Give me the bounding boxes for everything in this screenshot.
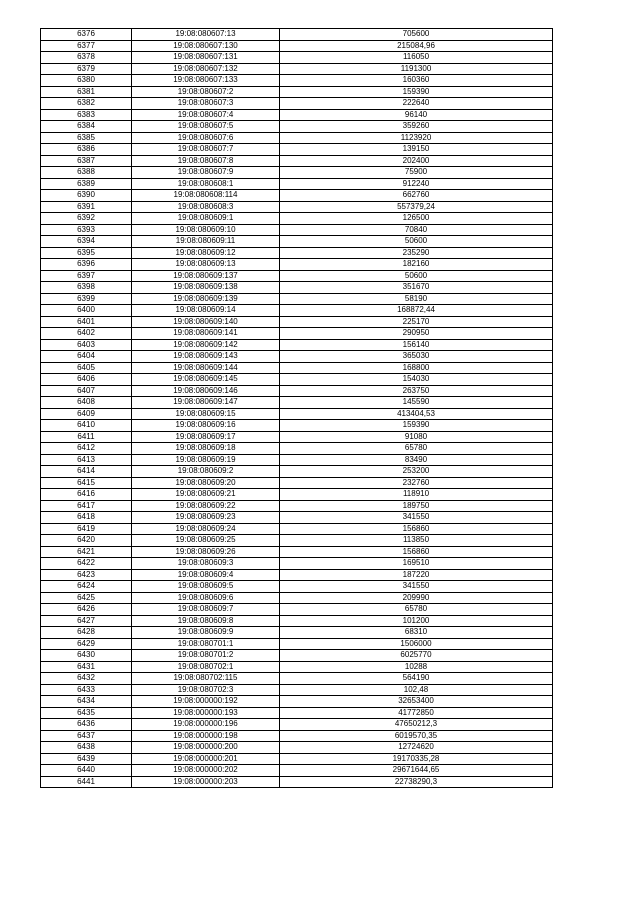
value-cell: 263750 xyxy=(280,385,553,397)
value-cell: 1506000 xyxy=(280,638,553,650)
row-number-cell: 6431 xyxy=(41,661,132,673)
row-number-cell: 6376 xyxy=(41,29,132,41)
cadastral-number-cell: 19:08:080609:8 xyxy=(132,615,280,627)
cadastral-number-cell: 19:08:080607:13 xyxy=(132,29,280,41)
value-cell: 118910 xyxy=(280,489,553,501)
value-cell: 6025770 xyxy=(280,650,553,662)
cadastral-number-cell: 19:08:080607:6 xyxy=(132,132,280,144)
value-cell: 96140 xyxy=(280,109,553,121)
table-row xyxy=(41,730,553,742)
row-number-cell: 6386 xyxy=(41,144,132,156)
cadastral-number-cell: 19:08:080607:7 xyxy=(132,144,280,156)
row-number-cell: 6389 xyxy=(41,178,132,190)
cadastral-number-cell: 19:08:080702:1 xyxy=(132,661,280,673)
table-row xyxy=(41,167,553,179)
table-row xyxy=(41,132,553,144)
row-number-cell: 6440 xyxy=(41,765,132,777)
value-cell: 290950 xyxy=(280,328,553,340)
cadastral-number-cell: 19:08:080609:137 xyxy=(132,270,280,282)
value-cell: 58190 xyxy=(280,293,553,305)
table-row xyxy=(41,742,553,754)
table-body xyxy=(41,29,553,788)
row-number-cell: 6394 xyxy=(41,236,132,248)
cadastral-number-cell: 19:08:080608:3 xyxy=(132,201,280,213)
cadastral-number-cell: 19:08:000000:201 xyxy=(132,753,280,765)
value-cell: 187220 xyxy=(280,569,553,581)
row-number-cell: 6390 xyxy=(41,190,132,202)
row-number-cell: 6417 xyxy=(41,500,132,512)
value-cell: 912240 xyxy=(280,178,553,190)
row-number-cell: 6399 xyxy=(41,293,132,305)
row-number-cell: 6380 xyxy=(41,75,132,87)
table-row xyxy=(41,765,553,777)
table-row xyxy=(41,75,553,87)
cadastral-number-cell: 19:08:080609:24 xyxy=(132,523,280,535)
value-cell: 102,48 xyxy=(280,684,553,696)
value-cell: 116050 xyxy=(280,52,553,64)
value-cell: 156140 xyxy=(280,339,553,351)
cadastral-number-cell: 19:08:080609:2 xyxy=(132,466,280,478)
row-number-cell: 6437 xyxy=(41,730,132,742)
cadastral-number-cell: 19:08:080609:12 xyxy=(132,247,280,259)
cadastral-number-cell: 19:08:080607:5 xyxy=(132,121,280,133)
value-cell: 159390 xyxy=(280,420,553,432)
table-row xyxy=(41,638,553,650)
cadastral-number-cell: 19:08:080609:6 xyxy=(132,592,280,604)
table-row xyxy=(41,40,553,52)
table-row xyxy=(41,305,553,317)
value-cell: 557379,24 xyxy=(280,201,553,213)
value-cell: 202400 xyxy=(280,155,553,167)
value-cell: 662760 xyxy=(280,190,553,202)
value-cell: 6019570,35 xyxy=(280,730,553,742)
value-cell: 22738290,3 xyxy=(280,776,553,788)
value-cell: 341550 xyxy=(280,512,553,524)
cadastral-number-cell: 19:08:080609:21 xyxy=(132,489,280,501)
cadastral-number-cell: 19:08:080609:144 xyxy=(132,362,280,374)
value-cell: 68310 xyxy=(280,627,553,639)
cadastral-number-cell: 19:08:080609:26 xyxy=(132,546,280,558)
table-row xyxy=(41,615,553,627)
table-row xyxy=(41,535,553,547)
row-number-cell: 6425 xyxy=(41,592,132,604)
row-number-cell: 6395 xyxy=(41,247,132,259)
cadastral-number-cell: 19:08:080608:114 xyxy=(132,190,280,202)
cadastral-number-cell: 19:08:000000:202 xyxy=(132,765,280,777)
cadastral-value-table xyxy=(40,28,553,788)
value-cell: 19170335,28 xyxy=(280,753,553,765)
cadastral-number-cell: 19:08:080609:14 xyxy=(132,305,280,317)
table-row xyxy=(41,707,553,719)
value-cell: 12724620 xyxy=(280,742,553,754)
cadastral-number-cell: 19:08:080701:1 xyxy=(132,638,280,650)
row-number-cell: 6382 xyxy=(41,98,132,110)
table-row xyxy=(41,121,553,133)
table-row xyxy=(41,627,553,639)
cadastral-number-cell: 19:08:080609:3 xyxy=(132,558,280,570)
cadastral-number-cell: 19:08:080607:8 xyxy=(132,155,280,167)
row-number-cell: 6424 xyxy=(41,581,132,593)
value-cell: 209990 xyxy=(280,592,553,604)
value-cell: 41772850 xyxy=(280,707,553,719)
row-number-cell: 6384 xyxy=(41,121,132,133)
table-row xyxy=(41,489,553,501)
row-number-cell: 6387 xyxy=(41,155,132,167)
table-row xyxy=(41,420,553,432)
row-number-cell: 6391 xyxy=(41,201,132,213)
cadastral-number-cell: 19:08:080607:132 xyxy=(132,63,280,75)
value-cell: 113850 xyxy=(280,535,553,547)
value-cell: 365030 xyxy=(280,351,553,363)
row-number-cell: 6410 xyxy=(41,420,132,432)
row-number-cell: 6383 xyxy=(41,109,132,121)
row-number-cell: 6423 xyxy=(41,569,132,581)
cadastral-number-cell: 19:08:080609:138 xyxy=(132,282,280,294)
cadastral-number-cell: 19:08:080609:19 xyxy=(132,454,280,466)
value-cell: 32653400 xyxy=(280,696,553,708)
value-cell: 50600 xyxy=(280,270,553,282)
row-number-cell: 6441 xyxy=(41,776,132,788)
table-row xyxy=(41,224,553,236)
table-row xyxy=(41,351,553,363)
row-number-cell: 6379 xyxy=(41,63,132,75)
row-number-cell: 6377 xyxy=(41,40,132,52)
row-number-cell: 6405 xyxy=(41,362,132,374)
table-row xyxy=(41,374,553,386)
cadastral-number-cell: 19:08:080609:146 xyxy=(132,385,280,397)
row-number-cell: 6436 xyxy=(41,719,132,731)
table-row xyxy=(41,592,553,604)
cadastral-number-cell: 19:08:080609:5 xyxy=(132,581,280,593)
row-number-cell: 6378 xyxy=(41,52,132,64)
value-cell: 351670 xyxy=(280,282,553,294)
table-row xyxy=(41,339,553,351)
table-row xyxy=(41,569,553,581)
value-cell: 253200 xyxy=(280,466,553,478)
row-number-cell: 6428 xyxy=(41,627,132,639)
row-number-cell: 6402 xyxy=(41,328,132,340)
cadastral-number-cell: 19:08:000000:198 xyxy=(132,730,280,742)
cadastral-number-cell: 19:08:080609:139 xyxy=(132,293,280,305)
table-row xyxy=(41,546,553,558)
row-number-cell: 6401 xyxy=(41,316,132,328)
cadastral-number-cell: 19:08:080609:16 xyxy=(132,420,280,432)
value-cell: 65780 xyxy=(280,443,553,455)
table-row xyxy=(41,63,553,75)
row-number-cell: 6388 xyxy=(41,167,132,179)
table-row xyxy=(41,362,553,374)
row-number-cell: 6434 xyxy=(41,696,132,708)
cadastral-number-cell: 19:08:080609:22 xyxy=(132,500,280,512)
row-number-cell: 6393 xyxy=(41,224,132,236)
cadastral-number-cell: 19:08:080609:141 xyxy=(132,328,280,340)
row-number-cell: 6409 xyxy=(41,408,132,420)
value-cell: 145590 xyxy=(280,397,553,409)
value-cell: 91080 xyxy=(280,431,553,443)
cadastral-number-cell: 19:08:000000:192 xyxy=(132,696,280,708)
table-row xyxy=(41,213,553,225)
cadastral-number-cell: 19:08:080609:145 xyxy=(132,374,280,386)
cadastral-number-cell: 19:08:080607:2 xyxy=(132,86,280,98)
value-cell: 50600 xyxy=(280,236,553,248)
row-number-cell: 6413 xyxy=(41,454,132,466)
table-row xyxy=(41,581,553,593)
value-cell: 75900 xyxy=(280,167,553,179)
cadastral-number-cell: 19:08:080608:1 xyxy=(132,178,280,190)
table-row xyxy=(41,650,553,662)
row-number-cell: 6415 xyxy=(41,477,132,489)
table-row xyxy=(41,201,553,213)
row-number-cell: 6421 xyxy=(41,546,132,558)
table-row xyxy=(41,144,553,156)
row-number-cell: 6427 xyxy=(41,615,132,627)
table-row xyxy=(41,408,553,420)
row-number-cell: 6411 xyxy=(41,431,132,443)
row-number-cell: 6435 xyxy=(41,707,132,719)
value-cell: 232760 xyxy=(280,477,553,489)
cadastral-number-cell: 19:08:080609:140 xyxy=(132,316,280,328)
table-row xyxy=(41,190,553,202)
table-row xyxy=(41,684,553,696)
table-row xyxy=(41,719,553,731)
cadastral-number-cell: 19:08:080702:3 xyxy=(132,684,280,696)
row-number-cell: 6429 xyxy=(41,638,132,650)
value-cell: 169510 xyxy=(280,558,553,570)
value-cell: 182160 xyxy=(280,259,553,271)
cadastral-number-cell: 19:08:080607:4 xyxy=(132,109,280,121)
table-row xyxy=(41,52,553,64)
table-row xyxy=(41,29,553,41)
value-cell: 705600 xyxy=(280,29,553,41)
value-cell: 359260 xyxy=(280,121,553,133)
value-cell: 168872,44 xyxy=(280,305,553,317)
value-cell: 70840 xyxy=(280,224,553,236)
value-cell: 235290 xyxy=(280,247,553,259)
table-row xyxy=(41,109,553,121)
row-number-cell: 6420 xyxy=(41,535,132,547)
row-number-cell: 6433 xyxy=(41,684,132,696)
value-cell: 413404,53 xyxy=(280,408,553,420)
row-number-cell: 6400 xyxy=(41,305,132,317)
row-number-cell: 6408 xyxy=(41,397,132,409)
cadastral-number-cell: 19:08:080609:17 xyxy=(132,431,280,443)
value-cell: 341550 xyxy=(280,581,553,593)
row-number-cell: 6381 xyxy=(41,86,132,98)
table-row xyxy=(41,397,553,409)
cadastral-number-cell: 19:08:080609:143 xyxy=(132,351,280,363)
table-row xyxy=(41,178,553,190)
row-number-cell: 6397 xyxy=(41,270,132,282)
value-cell: 10288 xyxy=(280,661,553,673)
cadastral-number-cell: 19:08:080609:9 xyxy=(132,627,280,639)
cadastral-number-cell: 19:08:080609:25 xyxy=(132,535,280,547)
cadastral-number-cell: 19:08:000000:193 xyxy=(132,707,280,719)
table-row xyxy=(41,661,553,673)
value-cell: 139150 xyxy=(280,144,553,156)
table-row xyxy=(41,454,553,466)
cadastral-number-cell: 19:08:080607:131 xyxy=(132,52,280,64)
row-number-cell: 6396 xyxy=(41,259,132,271)
table-row xyxy=(41,696,553,708)
cadastral-number-cell: 19:08:080609:147 xyxy=(132,397,280,409)
row-number-cell: 6392 xyxy=(41,213,132,225)
value-cell: 564190 xyxy=(280,673,553,685)
table-row xyxy=(41,236,553,248)
table-row xyxy=(41,270,553,282)
row-number-cell: 6426 xyxy=(41,604,132,616)
value-cell: 215084,96 xyxy=(280,40,553,52)
cadastral-number-cell: 19:08:080609:10 xyxy=(132,224,280,236)
value-cell: 126500 xyxy=(280,213,553,225)
table-row xyxy=(41,316,553,328)
cadastral-number-cell: 19:08:080609:15 xyxy=(132,408,280,420)
table-row xyxy=(41,466,553,478)
cadastral-number-cell: 19:08:080609:18 xyxy=(132,443,280,455)
table-row xyxy=(41,86,553,98)
cadastral-number-cell: 19:08:000000:196 xyxy=(132,719,280,731)
cadastral-number-cell: 19:08:080609:23 xyxy=(132,512,280,524)
row-number-cell: 6418 xyxy=(41,512,132,524)
value-cell: 83490 xyxy=(280,454,553,466)
row-number-cell: 6430 xyxy=(41,650,132,662)
row-number-cell: 6439 xyxy=(41,753,132,765)
value-cell: 29671644,65 xyxy=(280,765,553,777)
table-row xyxy=(41,512,553,524)
value-cell: 65780 xyxy=(280,604,553,616)
value-cell: 160360 xyxy=(280,75,553,87)
table-row xyxy=(41,282,553,294)
table-row xyxy=(41,500,553,512)
table-row xyxy=(41,328,553,340)
cadastral-number-cell: 19:08:080607:3 xyxy=(132,98,280,110)
row-number-cell: 6412 xyxy=(41,443,132,455)
row-number-cell: 6403 xyxy=(41,339,132,351)
row-number-cell: 6406 xyxy=(41,374,132,386)
table-row xyxy=(41,259,553,271)
table-row xyxy=(41,443,553,455)
cadastral-number-cell: 19:08:080609:11 xyxy=(132,236,280,248)
value-cell: 1123920 xyxy=(280,132,553,144)
row-number-cell: 6407 xyxy=(41,385,132,397)
row-number-cell: 6419 xyxy=(41,523,132,535)
table-row xyxy=(41,293,553,305)
value-cell: 101200 xyxy=(280,615,553,627)
row-number-cell: 6398 xyxy=(41,282,132,294)
table-row xyxy=(41,247,553,259)
cadastral-number-cell: 19:08:080609:20 xyxy=(132,477,280,489)
table-row xyxy=(41,673,553,685)
table-row xyxy=(41,477,553,489)
value-cell: 225170 xyxy=(280,316,553,328)
cadastral-number-cell: 19:08:000000:203 xyxy=(132,776,280,788)
value-cell: 1191300 xyxy=(280,63,553,75)
table-row xyxy=(41,753,553,765)
cadastral-number-cell: 19:08:080701:2 xyxy=(132,650,280,662)
cadastral-number-cell: 19:08:080609:142 xyxy=(132,339,280,351)
table-row xyxy=(41,776,553,788)
row-number-cell: 6414 xyxy=(41,466,132,478)
value-cell: 159390 xyxy=(280,86,553,98)
value-cell: 156860 xyxy=(280,523,553,535)
table-row xyxy=(41,523,553,535)
table-row xyxy=(41,385,553,397)
row-number-cell: 6404 xyxy=(41,351,132,363)
table-row xyxy=(41,98,553,110)
table-row xyxy=(41,431,553,443)
cadastral-number-cell: 19:08:080607:130 xyxy=(132,40,280,52)
table-row xyxy=(41,558,553,570)
table-row xyxy=(41,155,553,167)
value-cell: 222640 xyxy=(280,98,553,110)
row-number-cell: 6422 xyxy=(41,558,132,570)
value-cell: 156860 xyxy=(280,546,553,558)
row-number-cell: 6416 xyxy=(41,489,132,501)
cadastral-number-cell: 19:08:080607:133 xyxy=(132,75,280,87)
cadastral-number-cell: 19:08:080609:4 xyxy=(132,569,280,581)
cadastral-number-cell: 19:08:080609:1 xyxy=(132,213,280,225)
row-number-cell: 6385 xyxy=(41,132,132,144)
cadastral-number-cell: 19:08:080702:115 xyxy=(132,673,280,685)
row-number-cell: 6438 xyxy=(41,742,132,754)
value-cell: 154030 xyxy=(280,374,553,386)
value-cell: 47650212,3 xyxy=(280,719,553,731)
cadastral-number-cell: 19:08:080609:13 xyxy=(132,259,280,271)
value-cell: 189750 xyxy=(280,500,553,512)
cadastral-number-cell: 19:08:080607:9 xyxy=(132,167,280,179)
table-row xyxy=(41,604,553,616)
cadastral-number-cell: 19:08:080609:7 xyxy=(132,604,280,616)
row-number-cell: 6432 xyxy=(41,673,132,685)
cadastral-number-cell: 19:08:000000:200 xyxy=(132,742,280,754)
value-cell: 168800 xyxy=(280,362,553,374)
